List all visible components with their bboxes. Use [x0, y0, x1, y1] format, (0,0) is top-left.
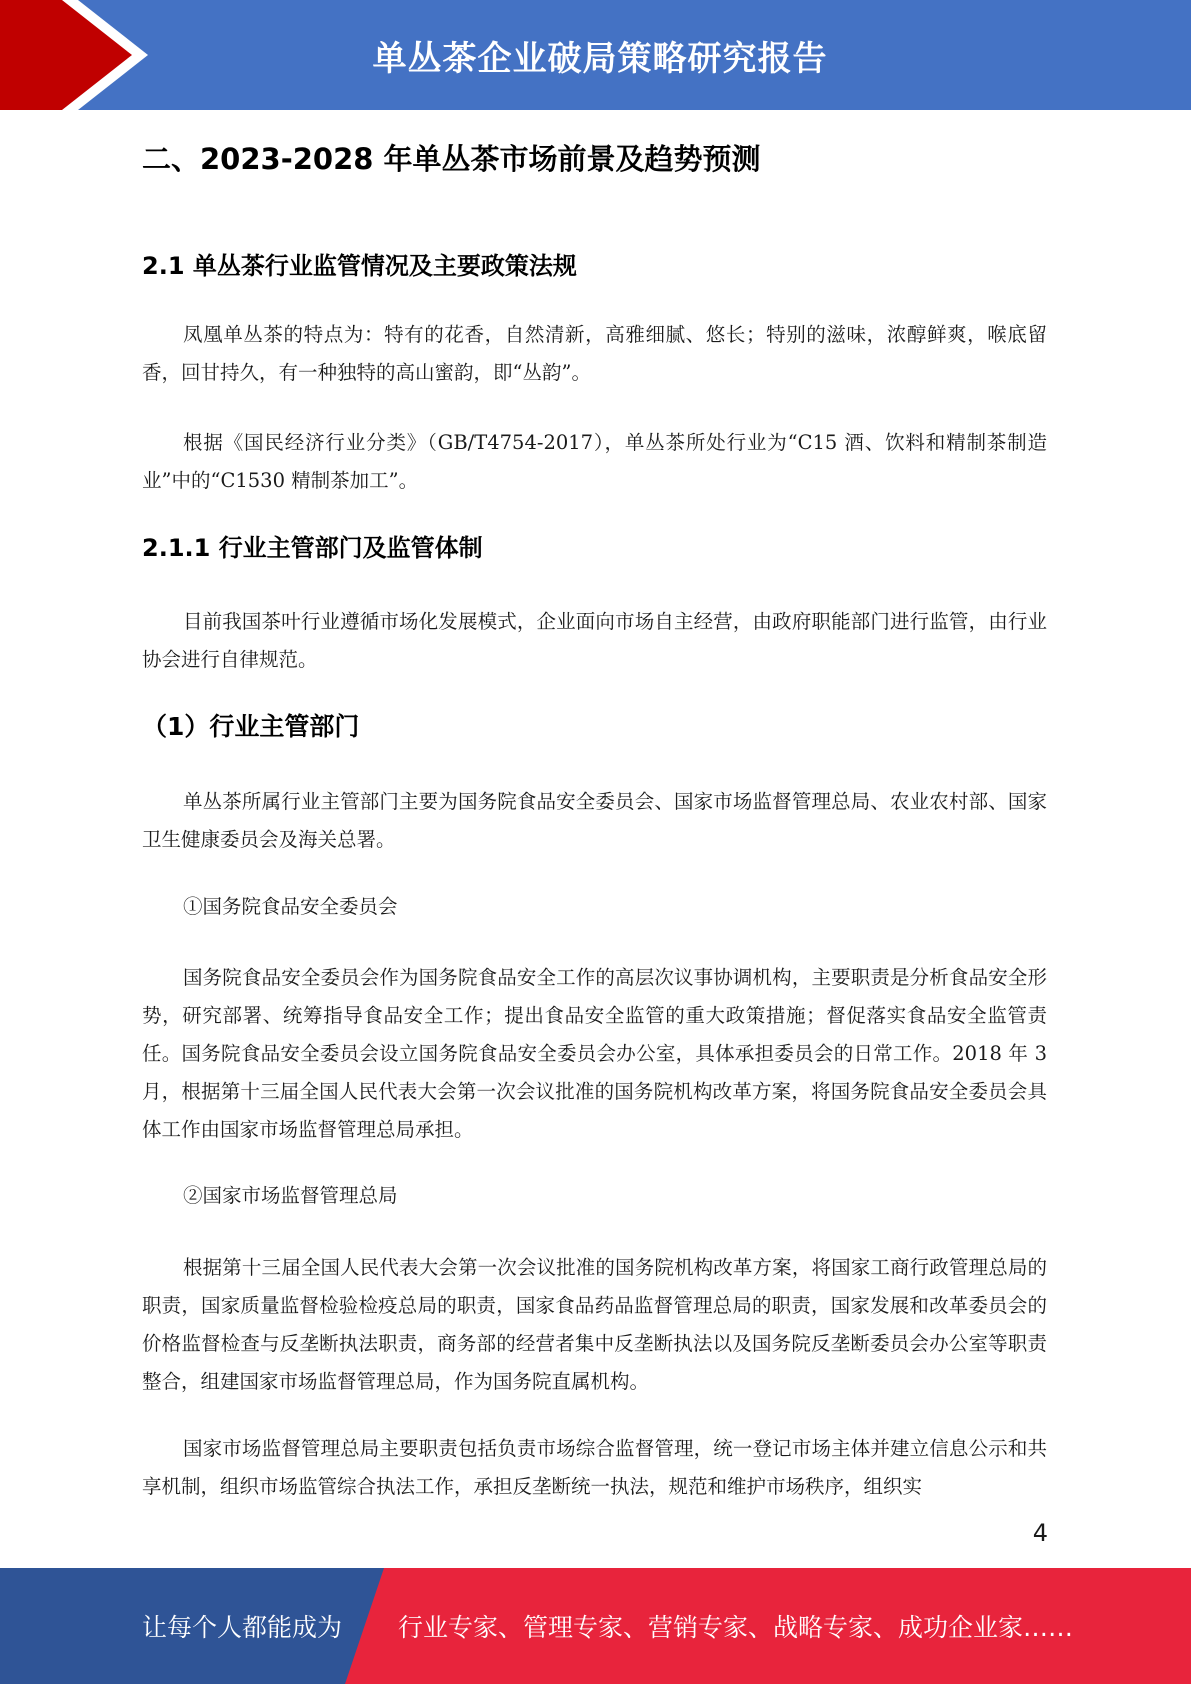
- footer-slogan-right: 行业专家、管理专家、营销专家、战略专家、成功企业家……: [398, 1613, 1074, 1642]
- subsubsection-title: 2.1.1 行业主管部门及监管体制: [142, 534, 483, 562]
- item-title: （1）行业主管部门: [142, 712, 360, 741]
- paragraph: 国家市场监督管理总局主要职责包括负责市场综合监督管理，统一登记市场主体并建立信息公示和共享机制，组织市场监管综合执法工作，承担反垄断统一执法，规范和维护市场秩序，组织实: [142, 1437, 1047, 1498]
- paragraph: 国务院食品安全委员会作为国务院食品安全工作的高层次议事协调机构，主要职责是分析食品安全形势，研究部署、统筹指导食品安全工作；提出食品安全监管的重大政策措施；督促落实食品安全监管责任。国务院食品安全委员会设立国务院食品安全委员会办公室，具体承担委员会的日常工作。2018 年 3 月，根据第十三届全国人民代表大会第一次会议批准的国务院机构改革方案，将国务院食品安全委员会具体工作由国家市场监督管理总局承担。: [142, 966, 1047, 1141]
- section-title: 二、2023-2028 年单丛茶市场前景及趋势预测: [142, 142, 761, 176]
- page-number: 4: [1032, 1519, 1048, 1547]
- report-title: 单丛茶企业破局策略研究报告: [372, 38, 828, 79]
- footer-slogan-left: 让每个人都能成为: [142, 1613, 343, 1642]
- header-banner: [0, 0, 1191, 110]
- paragraph: 根据《国民经济行业分类》（GB/T4754-2017），单丛茶所处行业为“C15 酒、饮料和精制茶制造业”中的“C1530 精制茶加工”。: [142, 431, 1047, 492]
- paragraph: 凤凰单丛茶的特点为：特有的花香，自然清新，高雅细腻、悠长；特别的滋味，浓醇鲜爽，喉底留香，回甘持久，有一种独特的高山蜜韵，即“丛韵”。: [142, 323, 1047, 384]
- header-arrow-icon: [0, 0, 160, 110]
- list-item-heading: ②国家市场监督管理总局: [183, 1184, 398, 1207]
- subsection-title: 2.1 单丛茶行业监管情况及主要政策法规: [142, 252, 577, 280]
- footer-banner: [0, 1568, 1191, 1684]
- paragraph: 单丛茶所属行业主管部门主要为国务院食品安全委员会、国家市场监督管理总局、农业农村部、国家卫生健康委员会及海关总署。: [142, 790, 1047, 851]
- paragraph: 目前我国茶叶行业遵循市场化发展模式，企业面向市场自主经营，由政府职能部门进行监管，由行业协会进行自律规范。: [142, 610, 1047, 671]
- paragraph: 根据第十三届全国人民代表大会第一次会议批准的国务院机构改革方案，将国家工商行政管理总局的职责，国家质量监督检验检疫总局的职责，国家食品药品监督管理总局的职责，国家发展和改革委员会的价格监督检查与反垄断执法职责，商务部的经营者集中反垄断执法以及国务院反垄断委员会办公室等职责整合，组建国家市场监督管理总局，作为国务院直属机构。: [142, 1256, 1047, 1393]
- list-item-heading: ①国务院食品安全委员会: [183, 895, 398, 918]
